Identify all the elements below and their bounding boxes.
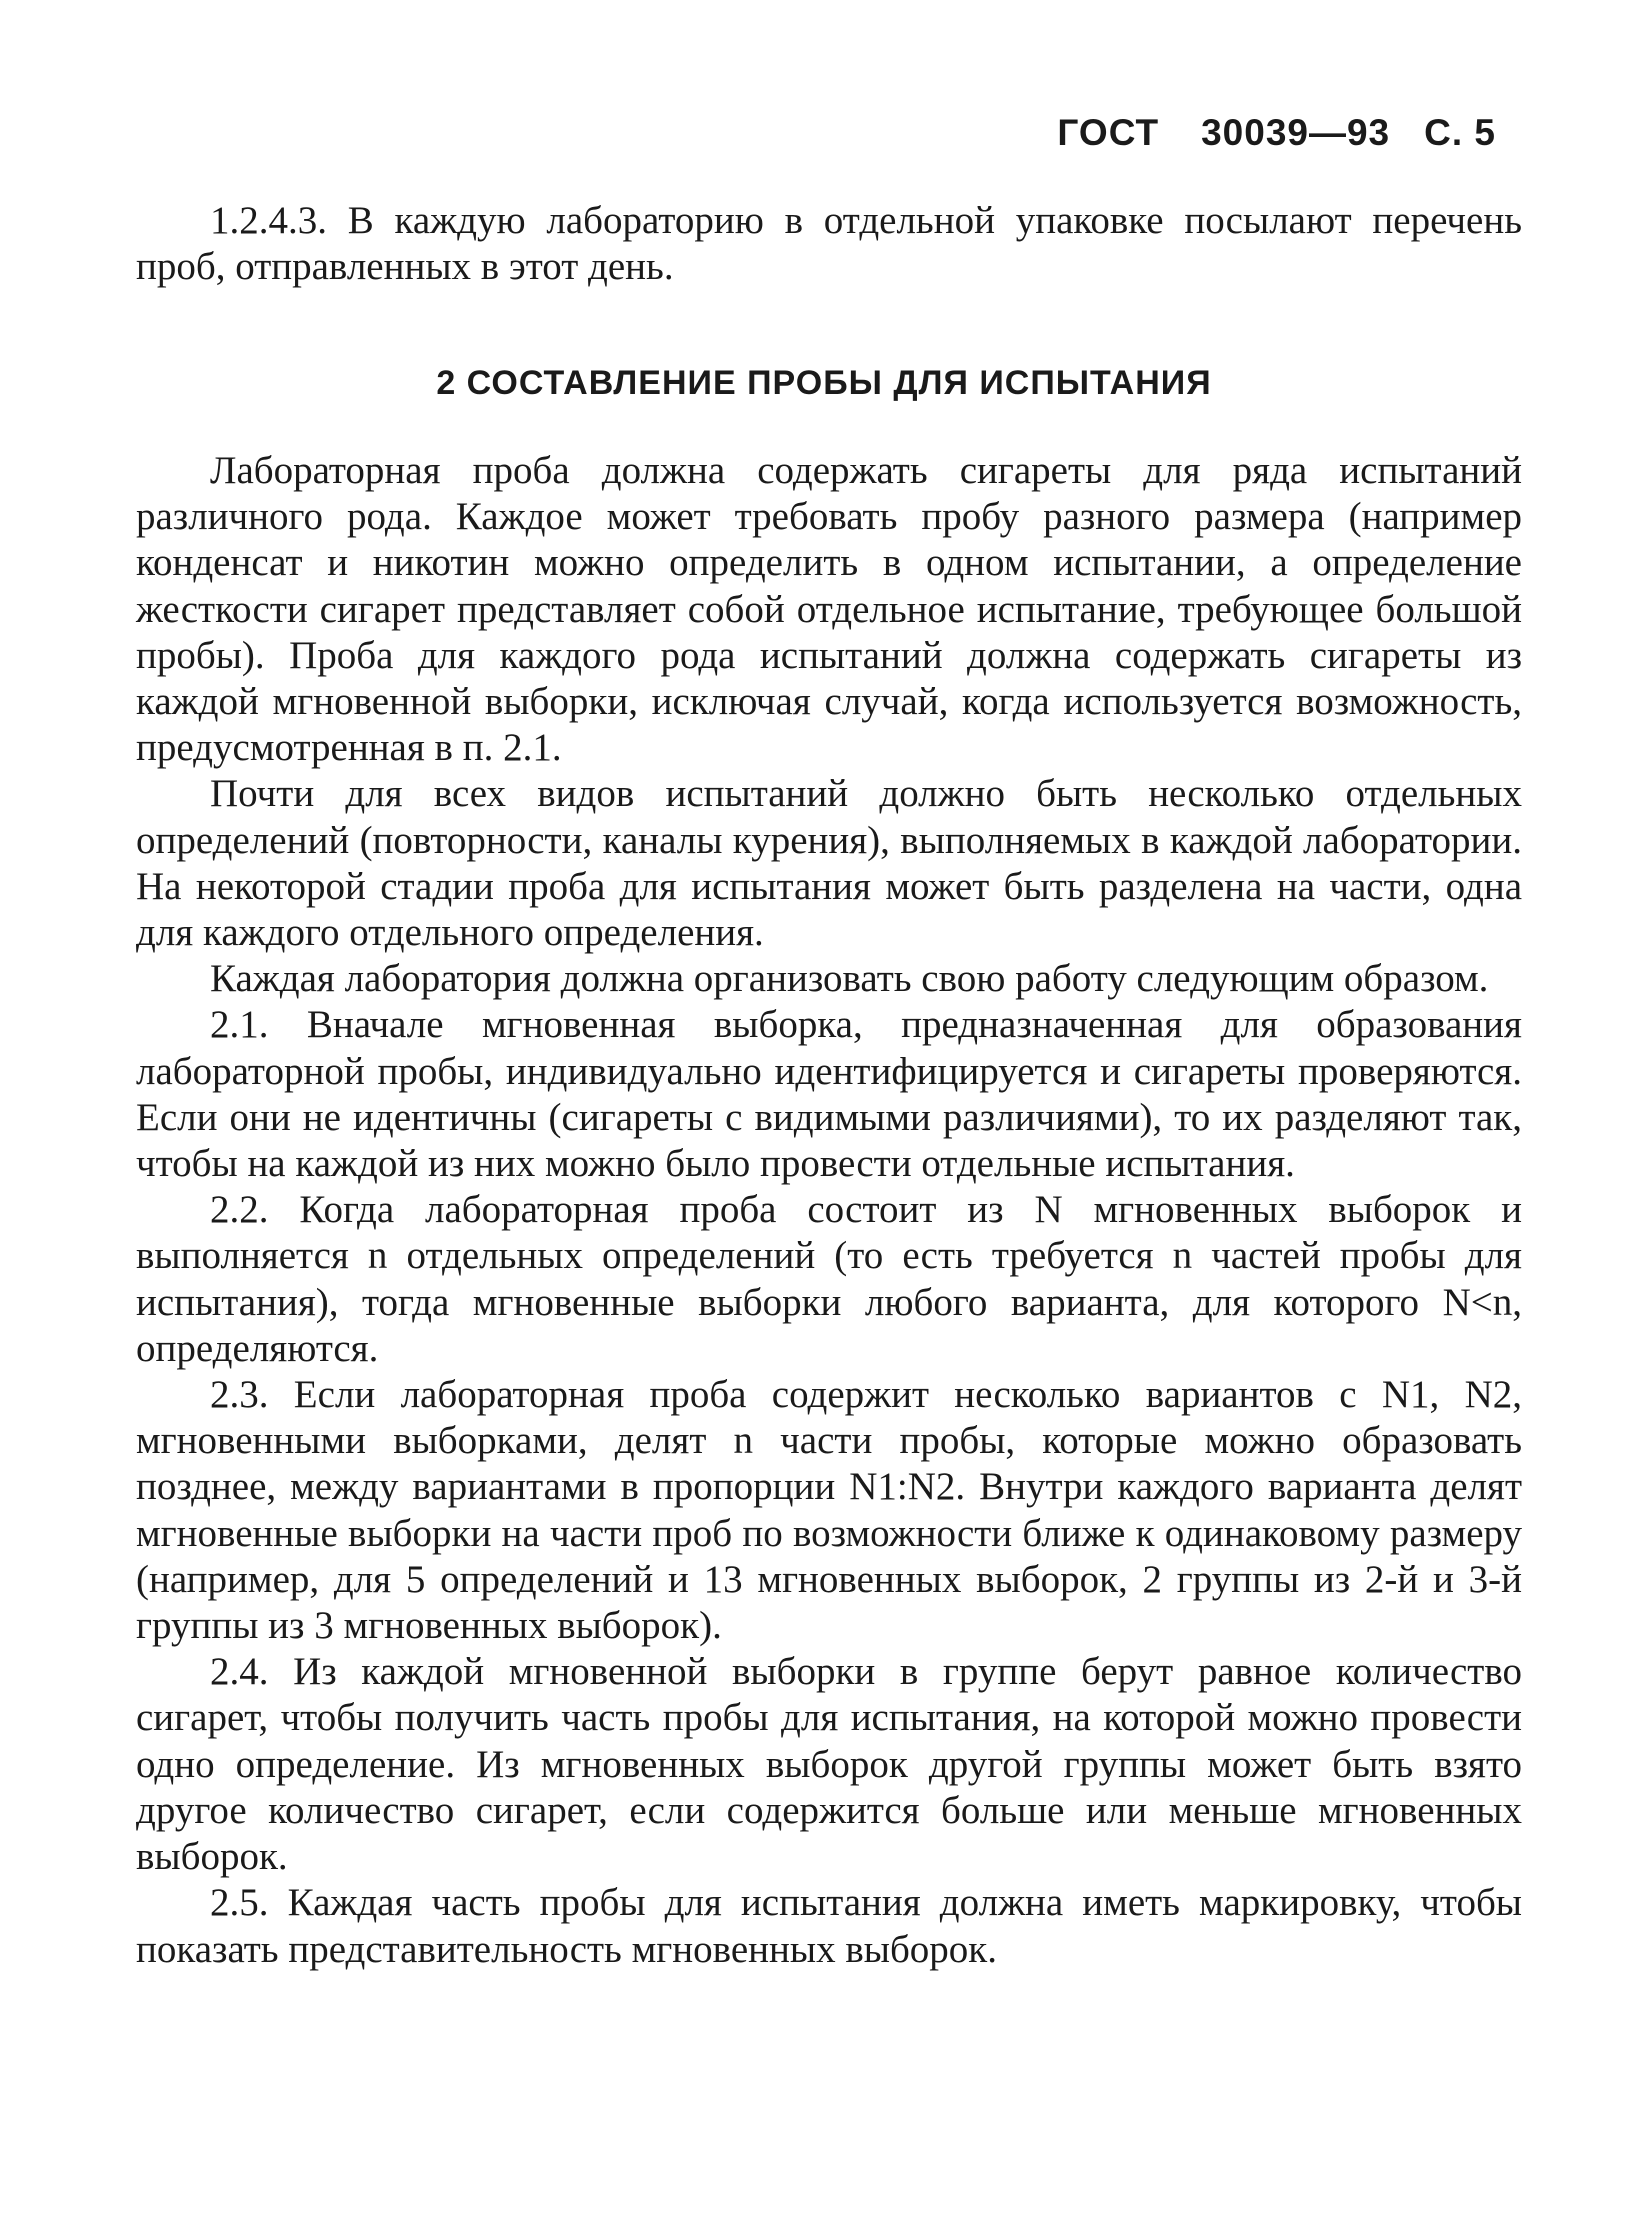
running-header [1057,112,1496,154]
header-number: 30039—93 [1201,112,1391,153]
paragraph-intro: Лабораторная проба должна содержать сигареты для ряда испытаний различного рода. Каждое может требовать пробу разного размера (например конденсат и никотин можно определить в одном испытании, а определение жесткости сигарет представляет собой отдельное испытание, требующее большой пробы). Проба для каждого рода испытаний должна содержать сигареты из каждой мгновенной выборки, исключая случай, когда используется возможность, предусмотренная в п. 2.1. [136,449,1522,770]
document-body [136,198,1522,290]
section-body [136,448,1522,1973]
paragraph-organization: Каждая лаборатория должна организовать свою работу следующим образом. [210,957,1489,1001]
paragraph-2-4: 2.4. Из каждой мгновенной выборки в группе берут равное количество сигарет, чтобы получить часть пробы для испытания, на которой можно провести одно определение. Из мгновенных выборок другой группы может быть взято другое количество сигарет, если содержится больше или меньше мгновенных выборок. [136,1650,1522,1879]
header-standard: ГОСТ [1057,112,1160,153]
paragraph-2-1: 2.1. Вначале мгновенная выборка, предназначенная для образования лабораторной пробы, индивидуально идентифицируется и сигареты проверяются. Если они не идентичны (сигареты с видимыми различиями), то их разделяют так, чтобы на каждой из них можно было провести отдельные испытания. [136,1003,1522,1186]
paragraph-2-2: 2.2. Когда лабораторная проба состоит из N мгновенных выборок и выполняется n отдельных определений (то есть требуется n частей пробы для испытания), тогда мгновенные выборки любого варианта, для которого N<n, определяются. [136,1188,1522,1370]
paragraph-1-2-4-3: 1.2.4.3. В каждую лабораторию в отдельной упаковке посылают перечень проб, отправленных в этот день. [136,199,1522,289]
paragraph-2-5: 2.5. Каждая часть пробы для испытания должна иметь маркировку, чтобы показать представительность мгновенных выборок. [136,1881,1522,1971]
section-title: 2 СОСТАВЛЕНИЕ ПРОБЫ ДЛЯ ИСПЫТАНИЯ [436,364,1212,402]
header-page: С. 5 [1424,112,1496,153]
paragraph-determinations: Почти для всех видов испытаний должно быть несколько отдельных определений (повторности, каналы курения), выполняемых в каждой лаборатории. На некоторой стадии проба для испытания может быть разделена на части, одна для каждого отдельного определения. [136,772,1522,955]
paragraph-2-3: 2.3. Если лабораторная проба содержит несколько вариантов с N1, N2, мгновенными выборками, делят n части пробы, которые можно образовать позднее, между вариантами в пропорции N1:N2. Внутри каждого варианта делят мгновенные выборки на части проб по возможности ближе к одинаковому размеру (например, для 5 определений и 13 мгновенных выборок, 2 группы из 2-й и 3-й группы из 3 мгновенных выборок). [136,1373,1522,1648]
